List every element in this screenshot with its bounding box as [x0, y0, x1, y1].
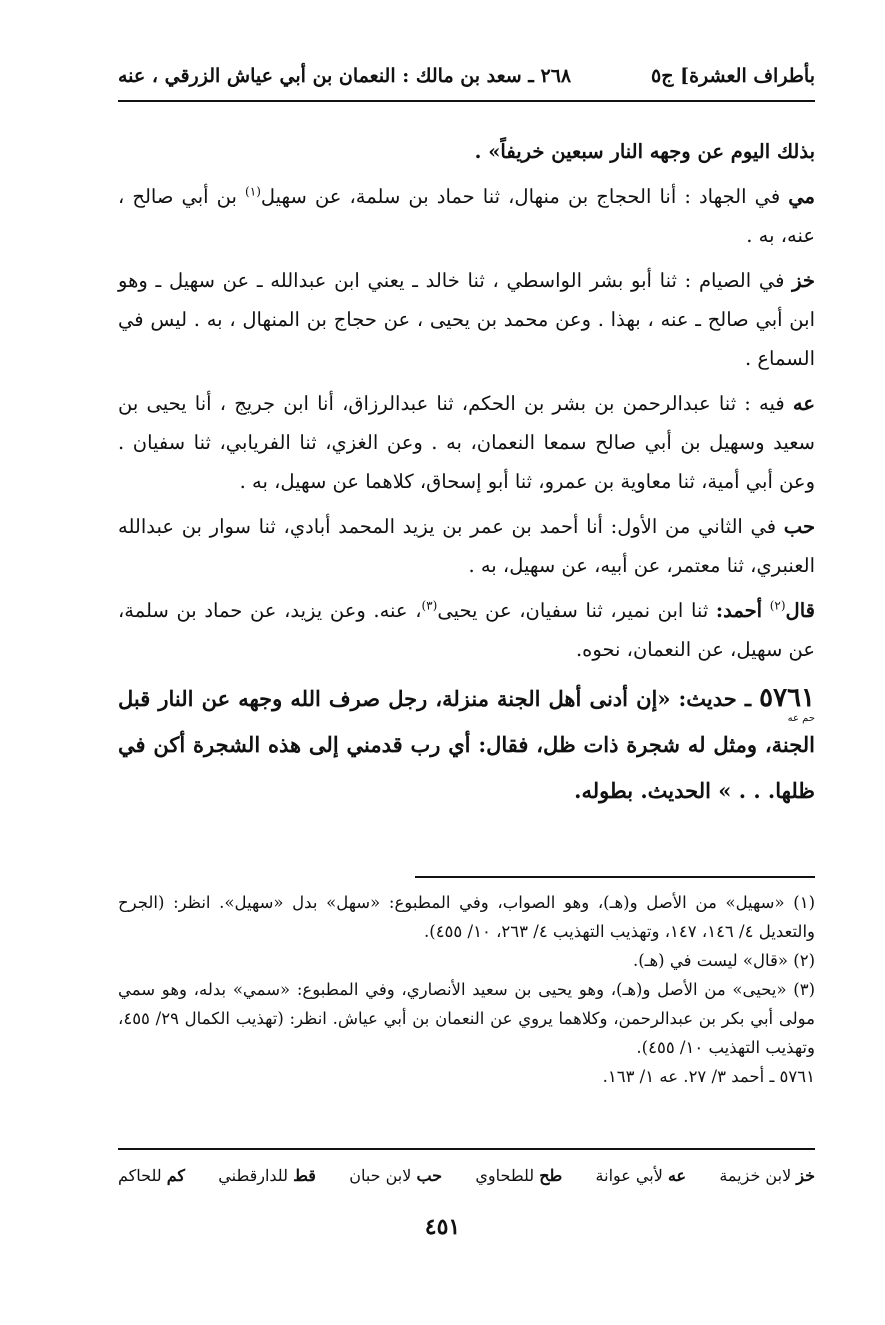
- footnote-2: (٢) «قال» ليست في (هـ).: [632, 951, 815, 970]
- paragraph-5: [118, 507, 815, 585]
- hadith-number: ٥٧٦١: [759, 683, 816, 713]
- abbr-item: خز لابن خزيمة: [719, 1165, 815, 1185]
- source-code-mi: مي: [788, 185, 815, 208]
- paragraph-5-text: في الثاني من الأول: أنا أحمد بن عمر بن يزيد المحمد أبادي، ثنا سوار بن عبدالله العنبري، ثنا معتمر، عن أبيه، عن سهيل، به .: [118, 515, 815, 577]
- source-code-qal: قال: [785, 599, 815, 622]
- abbr-item: قط للدارقطني: [218, 1165, 316, 1185]
- header-rule: [118, 100, 815, 102]
- abbr-item: حب لابن حبان: [349, 1165, 443, 1185]
- running-header: [118, 56, 815, 96]
- paragraph-4: [118, 384, 815, 501]
- paragraph-2-text-a: في الجهاد : أنا الحجاج بن منهال، ثنا حماد بن سلمة، عن سهيل: [260, 185, 781, 208]
- abbr-item: طح للطحاوي: [475, 1165, 563, 1185]
- footnote-ref-2[interactable]: (٢): [769, 598, 786, 613]
- paragraph-6-text-a: ثنا ابن نمير، ثنا سفيان، عن يحيى: [437, 599, 709, 622]
- footnote-ref-1[interactable]: (١): [245, 184, 261, 199]
- footnote-4: ٥٧٦١ ـ أحمد ٣/ ٢٧. عه ١/ ١٦٣.: [602, 1067, 815, 1086]
- abbr-item: كم للحاكم: [118, 1165, 185, 1185]
- paragraph-1: بذلك اليوم عن وجهه النار سبعين خريفاً» .: [474, 140, 815, 163]
- header-section: ٢٦٨ ـ سعد بن مالك : النعمان بن أبي عياش الزرقي ، عنه: [118, 65, 572, 87]
- hadith-text: ـ حديث: «إن أدنى أهل الجنة منزلة، رجل صرف الله وجهه عن النار قبل الجنة، ومثل له شجرة ذات ظل، فقال: أي رب قدمني إلى هذه الشجرة أكن في ظلها. . . » الحديث. بطوله.: [118, 686, 815, 803]
- source-code-ah: عه: [792, 392, 815, 415]
- paragraph-6-text-b: ، عنه. وعن يزيد، عن حماد بن سلمة، عن سهيل، عن النعمان، نحوه.: [118, 599, 815, 661]
- source-code-ahmad: أحمد:: [715, 599, 763, 622]
- hadith-source-codes: حم عه: [787, 713, 815, 724]
- paragraph-6: [118, 591, 815, 669]
- footnote-ref-3[interactable]: (٣): [421, 598, 438, 613]
- paragraph-2-text-b: بن أبي صالح ، عنه، به .: [118, 185, 815, 247]
- footnote-rule: [415, 876, 815, 878]
- paragraph-4-text: فيه : ثنا عبدالرحمن بن بشر بن الحكم، ثنا عبدالرزاق، أنا ابن جريج ، أنا يحيى بن سعيد وسهيل بن أبي صالح سمعا النعمان، به . وعن الغزي، ثنا الفريابي، ثنا سفيان . وعن أبي أمية، ثنا معاوية بن عمرو، ثنا أبو إسحاق، كلاهما عن سهيل، به .: [118, 392, 815, 493]
- abbr-item: عه لأبي عوانة: [595, 1165, 687, 1185]
- paragraph-2: [118, 177, 815, 255]
- source-code-hb: حب: [783, 515, 815, 538]
- hadith-entry: [118, 675, 815, 814]
- footnote-3: (٣) «يحيى» من الأصل و(هـ)، وهو يحيى بن سعيد الأنصاري، وفي المطبوع: «سمي» بدله، وهو سمي مولى أبي بكر بن عبدالرحمن، وكلاهما يروي عن النعمان بن أبي عياش. انظر: (تهذيب الكمال ٢٩/ ٤٥٥، وتهذيب التهذيب ١٠/ ٤٥٥).: [118, 980, 815, 1057]
- paragraph-3: [118, 261, 815, 378]
- abbreviations-rule: [118, 1148, 815, 1150]
- header-volume: بأطراف العشرة] ج٥: [651, 65, 815, 87]
- page-number: ٤٥١: [424, 1214, 461, 1240]
- main-text: [118, 132, 815, 814]
- abbreviations-key: [118, 1160, 815, 1190]
- footnote-1: (١) «سهيل» من الأصل و(هـ)، وهو الصواب، وفي المطبوع: «سهل» بدل «سهيل». انظر: (الجرح والتعديل ٤/ ١٤٦، ١٤٧، وتهذيب التهذيب ٤/ ٢٦٣، ١٠/ ٤٥٥).: [118, 893, 815, 941]
- footnotes: [118, 888, 815, 1091]
- source-code-khz: خز: [792, 269, 815, 292]
- paragraph-3-text: في الصيام : ثنا أبو بشر الواسطي ، ثنا خالد ـ يعني ابن عبدالله ـ عن سهيل ـ وهو ابن أبي صالح ـ عنه ، بهذا . وعن محمد بن يحيى ، عن حجاج بن المنهال ، به . ليس في السماع .: [118, 269, 815, 370]
